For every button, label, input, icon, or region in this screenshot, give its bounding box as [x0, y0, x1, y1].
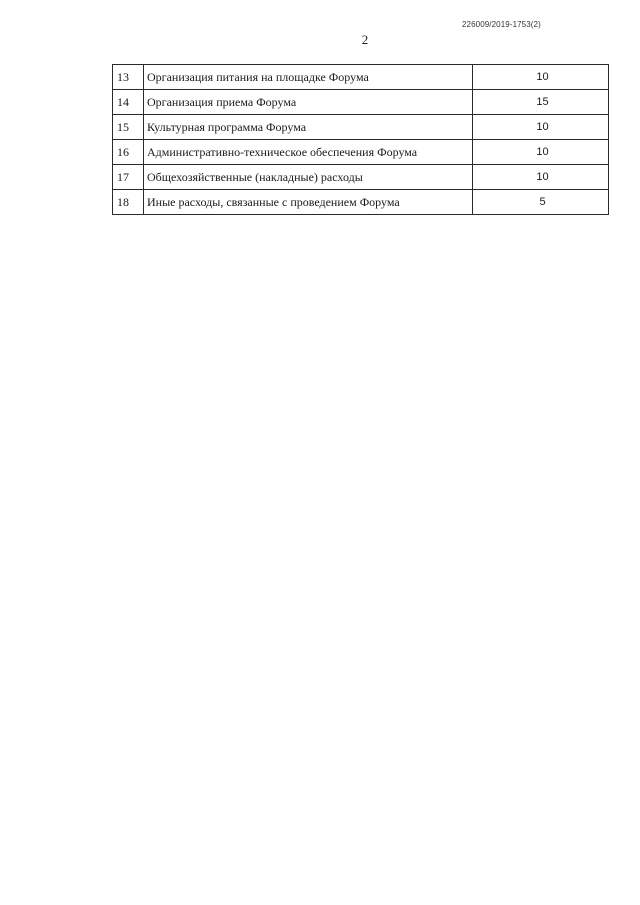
expense-value: 15 — [473, 90, 609, 115]
expense-name: Организация питания на площадке Форума — [144, 65, 473, 90]
table-row — [113, 190, 609, 215]
expense-value: 10 — [473, 140, 609, 165]
table-row — [113, 115, 609, 140]
expense-value: 5 — [473, 190, 609, 215]
row-number: 18 — [113, 190, 144, 215]
expense-value: 10 — [473, 115, 609, 140]
document-code: 226009/2019-1753(2) — [462, 20, 541, 29]
expense-name: Культурная программа Форума — [144, 115, 473, 140]
expense-value: 10 — [473, 65, 609, 90]
row-number: 14 — [113, 90, 144, 115]
row-number: 15 — [113, 115, 144, 140]
table-row — [113, 140, 609, 165]
expense-name: Административно-техническое обеспечения Форума — [144, 140, 473, 165]
row-number: 13 — [113, 65, 144, 90]
table-row — [113, 90, 609, 115]
row-number: 16 — [113, 140, 144, 165]
table-row — [113, 165, 609, 190]
budget-table — [112, 64, 609, 215]
table-row — [113, 65, 609, 90]
expense-name: Иные расходы, связанные с проведением Форума — [144, 190, 473, 215]
row-number: 17 — [113, 165, 144, 190]
expense-value: 10 — [473, 165, 609, 190]
expense-name: Организация приема Форума — [144, 90, 473, 115]
expense-name: Общехозяйственные (накладные) расходы — [144, 165, 473, 190]
page-number: 2 — [361, 32, 369, 47]
